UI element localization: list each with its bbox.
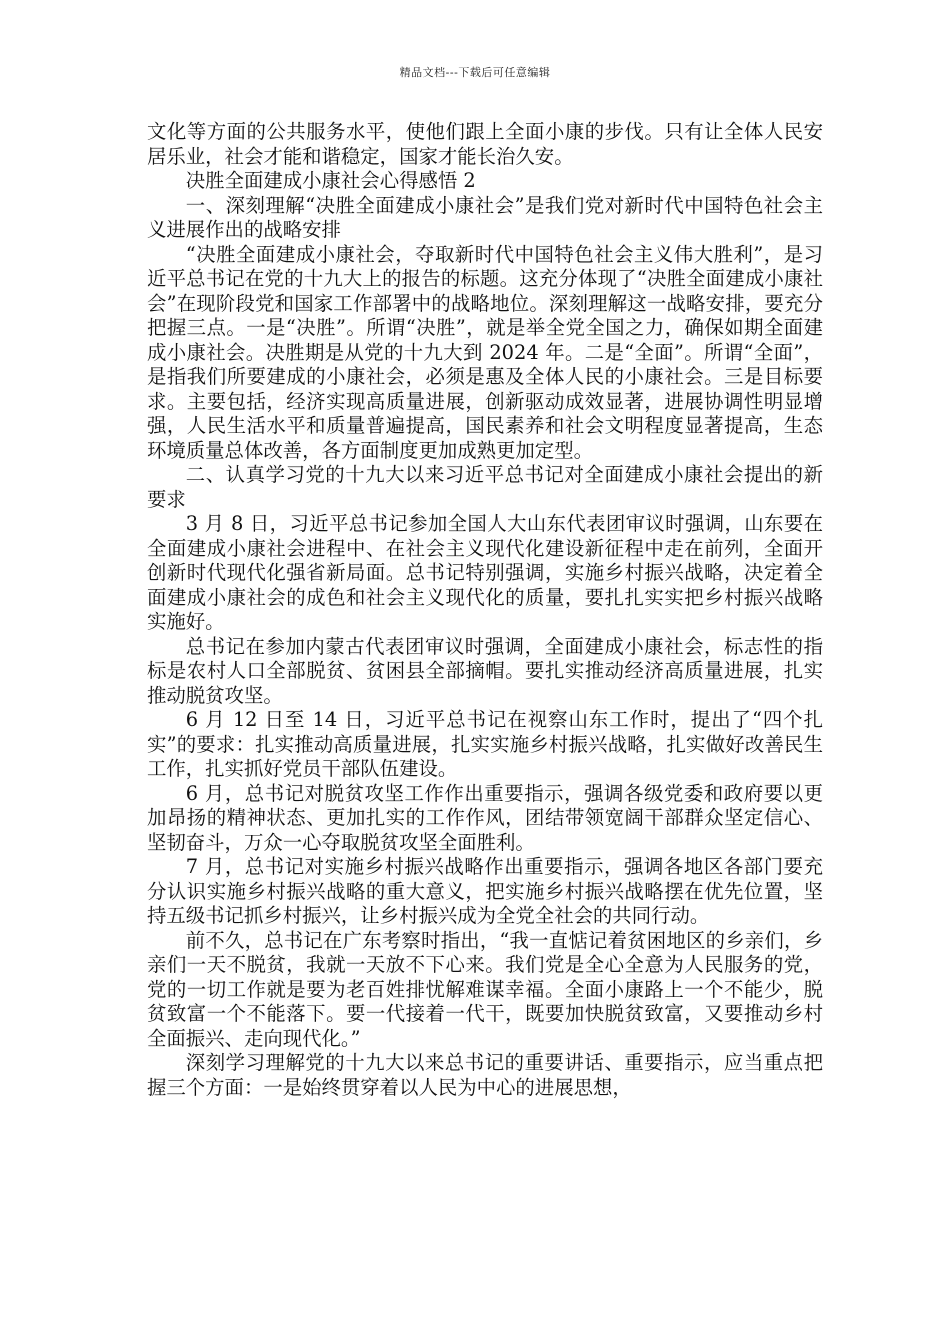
paragraph: 深刻学习理解党的十九大以来总书记的重要讲话、重要指示，应当重点把握三个方面：一是始终贯穿着以人民为中心的进展思想， [147,1051,823,1099]
paragraph: 6 月，总书记对脱贫攻坚工作作出重要指示，强调各级党委和政府要以更加昂扬的精神状态、更加扎实的工作作风，团结带领宽阔干部群众坚定信心、坚韧奋斗，万众一心夺取脱贫攻坚全面胜利。 [147,781,823,854]
paragraph: 总书记在参加内蒙古代表团审议时强调，全面建成小康社会，标志性的指标是农村人口全部脱贫、贫困县全部摘帽。要扎实推动经济高质量进展，扎实推动脱贫攻坚。 [147,634,823,707]
document-body [147,120,823,1100]
paragraph: 3 月 8 日，习近平总书记参加全国人大山东代表团审议时强调，山东要在全面建成小康社会进程中、在社会主义现代化建设新征程中走在前列，全面开创新时代现代化强省新局面。总书记特别强调，实施乡村振兴战略，决定着全面建成小康社会的成色和社会主义现代化的质量，要扎扎实实把乡村振兴战略实施好。 [147,512,823,633]
paragraph-continuation: 文化等方面的公共服务水平，使他们跟上全面小康的步伐。只有让全体人民安居乐业，社会才能和谐稳定，国家才能长治久安。 [147,120,823,168]
page-header: 精品文档---下载后可任意编辑 [399,66,551,79]
paragraph: “决胜全面建成小康社会，夺取新时代中国特色社会主义伟大胜利”，是习近平总书记在党的十九大上的报告的标题。这充分体现了“决胜全面建成小康社会”在现阶段党和国家工作部署中的战略地位。深刻理解这一战略安排，要充分把握三点。一是“决胜”。所谓“决胜”，就是举全党全国之力，确保如期全面建成小康社会。决胜期是从党的十九大到 2024 年。二是“全面”。所谓“全面”，是指我们所要建成的小康社会，必须是惠及全体人民的小康社会。三是目标要求。主要包括，经济实现高质量进展，创新驱动成效显著，进展协调性明显增强，人民生活水平和质量普遍提高，国民素养和社会文明程度显著提高，生态环境质量总体改善，各方面制度更加成熟更加定型。 [147,242,823,462]
paragraph: 6 月 12 日至 14 日，习近平总书记在视察山东工作时，提出了“四个扎实”的要求：扎实推动高质量进展，扎实实施乡村振兴战略，扎实做好改善民生工作，扎实抓好党员干部队伍建设。 [147,708,823,780]
heading-one: 一、深刻理解“决胜全面建成小康社会”是我们党对新时代中国特色社会主义进展作出的战略安排 [147,193,823,241]
paragraph: 前不久，总书记在广东考察时指出，“我一直惦记着贫困地区的乡亲们，乡亲们一天不脱贫，我就一天放不下心来。我们党是全心全意为人民服务的党，党的一切工作就是要为老百姓排忧解难谋幸福。全面小康路上一个不能少，脱贫致富一个不能落下。要一代接着一代干，既要加快脱贫致富，又要推动乡村全面振兴、走向现代化。” [147,928,823,1050]
heading-two: 二、认真学习党的十九大以来习近平总书记对全面建成小康社会提出的新要求 [147,463,823,511]
paragraph: 7 月，总书记对实施乡村振兴战略作出重要指示，强调各地区各部门要充分认识实施乡村振兴战略的重大意义，把实施乡村振兴战略摆在优先位置，坚持五级书记抓乡村振兴，让乡村振兴成为全党全社会的共同行动。 [147,855,823,927]
section-title: 决胜全面建成小康社会心得感悟 2 [185,169,476,192]
